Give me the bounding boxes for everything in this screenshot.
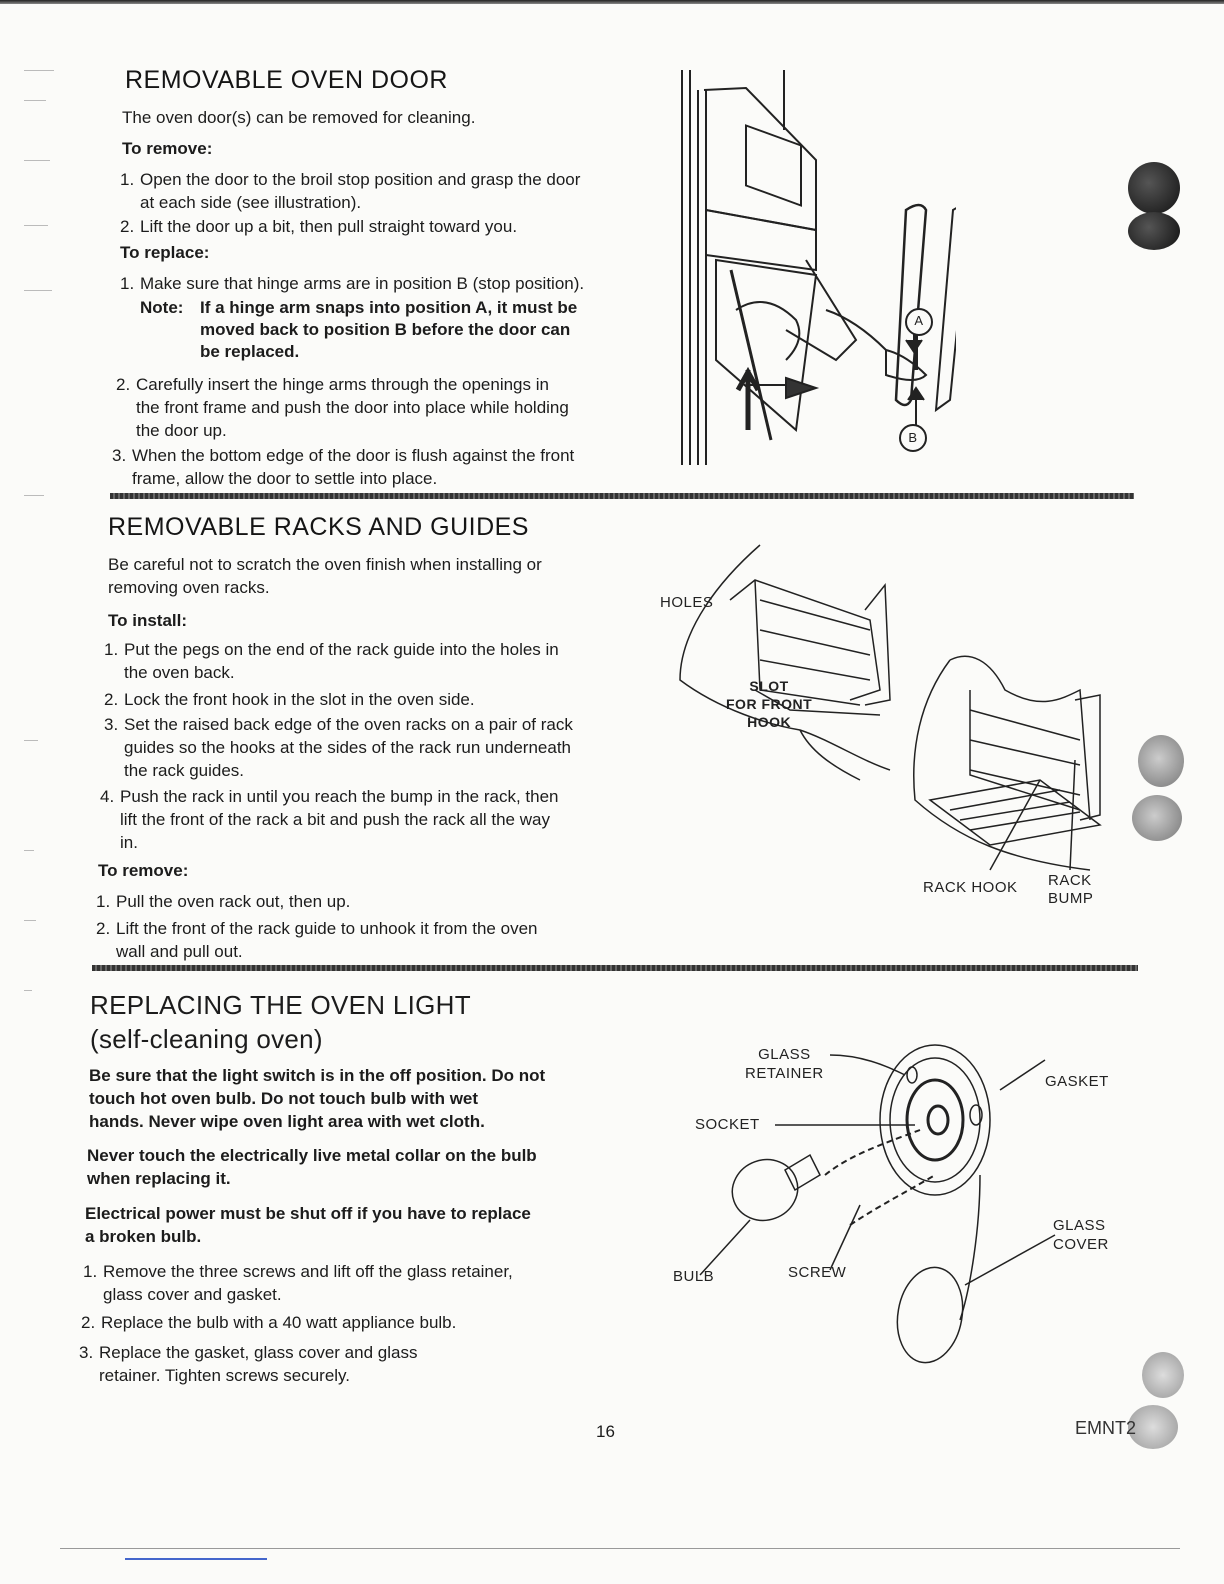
step-line: the oven back. <box>124 663 235 682</box>
label-glass-cover <box>1053 1216 1109 1254</box>
step-line: Set the raised back edge of the oven racks on a pair of rack <box>124 715 573 734</box>
label-line: RETAINER <box>745 1065 824 1082</box>
page-number: 16 <box>596 1422 615 1441</box>
door-replace-step-3 <box>112 444 622 490</box>
step-line: Remove the three screws and lift off the glass retainer, <box>103 1262 513 1281</box>
document-code: EMNT2 <box>1075 1418 1137 1438</box>
warning-line: a broken bulb. <box>85 1227 202 1246</box>
top-edge-line <box>0 0 1224 4</box>
label-slot-for-front-hook <box>726 677 812 731</box>
light-step-1 <box>83 1260 603 1306</box>
racks-remove-step-2 <box>96 917 611 963</box>
label-line: BUMP <box>1048 890 1094 907</box>
binder-hole-4 <box>1132 795 1182 841</box>
racks-install-step-1 <box>104 638 614 684</box>
step-number: 1. <box>120 170 135 189</box>
binder-hole-5 <box>1142 1352 1184 1398</box>
step-number: 3. <box>104 715 119 734</box>
label-line: COVER <box>1053 1236 1109 1253</box>
heading-racks-guides: REMOVABLE RACKS AND GUIDES <box>108 513 529 541</box>
step-number: 1. <box>96 892 111 911</box>
label-rack-hook: RACK HOOK <box>923 879 1018 896</box>
step-line: the rack guides. <box>124 761 245 780</box>
label-rack-bump <box>1048 872 1093 908</box>
label-b: B <box>908 430 918 445</box>
label-line: FOR FRONT <box>726 696 813 712</box>
section-divider-1 <box>110 493 1134 499</box>
warning-3 <box>85 1202 595 1248</box>
warning-line: Electrical power must be shut off if you have to replace <box>85 1204 531 1223</box>
label-gasket: GASKET <box>1045 1073 1109 1090</box>
warning-2 <box>87 1144 597 1190</box>
step-number: 2. <box>81 1313 96 1332</box>
warning-line: hands. Never wipe oven light area with wet cloth. <box>89 1112 485 1131</box>
note-text <box>200 297 620 363</box>
label-line: HOOK <box>747 714 792 730</box>
note-line: moved back to position B before the door can <box>200 320 571 339</box>
note-line: If a hinge arm snaps into position A, it must be <box>200 298 578 317</box>
step-line: Open the door to the broil stop position and grasp the door <box>140 170 581 189</box>
racks-remove-heading: To remove: <box>98 861 189 880</box>
step-line: Lift the door up a bit, then pull straight toward you. <box>140 217 518 236</box>
light-step-3 <box>79 1341 599 1387</box>
step-line: in. <box>120 833 138 852</box>
door-remove-step-2 <box>120 215 620 238</box>
intro-line: removing oven racks. <box>108 578 270 597</box>
oven-light-illustration <box>680 1030 1100 1370</box>
step-number: 1. <box>120 274 135 293</box>
step-number: 1. <box>83 1262 98 1281</box>
step-line: the door up. <box>136 421 227 440</box>
bottom-edge-line <box>60 1548 1180 1549</box>
binder-hole-1 <box>1128 162 1180 214</box>
heading-line: REPLACING THE OVEN LIGHT <box>90 990 471 1020</box>
step-number: 3. <box>79 1343 94 1362</box>
warning-line: touch hot oven bulb. Do not touch bulb with wet <box>89 1089 479 1108</box>
racks-install-heading: To install: <box>108 611 188 630</box>
step-line: Pull the oven rack out, then up. <box>116 892 351 911</box>
heading-line: (self-cleaning oven) <box>90 1024 323 1054</box>
door-replace-step-2 <box>116 373 626 442</box>
step-line: glass cover and gasket. <box>103 1285 282 1304</box>
binder-hole-2 <box>1128 212 1180 250</box>
racks-install-step-2 <box>104 688 614 711</box>
oven-door-illustration <box>676 60 956 470</box>
label-bulb: BULB <box>673 1268 715 1285</box>
warning-line: Never touch the electrically live metal collar on the bulb <box>87 1146 537 1165</box>
step-line: guides so the hooks at the sides of the rack run underneath <box>124 738 572 757</box>
note-label: Note: <box>140 298 184 317</box>
step-line: Carefully insert the hinge arms through the openings in <box>136 375 549 394</box>
heading-oven-light <box>90 988 471 1056</box>
step-line: frame, allow the door to settle into place. <box>132 469 438 488</box>
step-line: retainer. Tighten screws securely. <box>99 1366 351 1385</box>
step-number: 4. <box>100 787 115 806</box>
racks-install-step-3 <box>104 713 614 782</box>
step-line: Replace the bulb with a 40 watt appliance bulb. <box>101 1313 457 1332</box>
light-step-2 <box>81 1311 601 1334</box>
step-line: at each side (see illustration). <box>140 193 362 212</box>
label-socket: SOCKET <box>695 1116 760 1133</box>
heading-oven-door: REMOVABLE OVEN DOOR <box>125 66 448 94</box>
label-line: RACK <box>1048 872 1092 889</box>
note-line: be replaced. <box>200 342 300 361</box>
warning-1 <box>89 1064 599 1133</box>
warning-line: Be sure that the light switch is in the off position. Do not <box>89 1066 546 1085</box>
door-remove-heading: To remove: <box>122 139 213 158</box>
step-line: wall and pull out. <box>116 942 243 961</box>
step-number: 2. <box>116 375 131 394</box>
label-screw: SCREW <box>788 1264 847 1281</box>
label-glass-retainer <box>745 1045 824 1083</box>
step-line: Put the pegs on the end of the rack guide into the holes in <box>124 640 559 659</box>
step-number: 1. <box>104 640 119 659</box>
intro-line: Be careful not to scratch the oven finish when installing or <box>108 555 542 574</box>
step-line: lift the front of the rack a bit and push the rack all the way <box>120 810 550 829</box>
step-line: Replace the gasket, glass cover and glass <box>99 1343 418 1362</box>
step-number: 3. <box>112 446 127 465</box>
racks-remove-step-1 <box>96 890 611 913</box>
step-line: Make sure that hinge arms are in position B (stop position). <box>140 274 585 293</box>
step-number: 2. <box>96 919 111 938</box>
door-replace-heading: To replace: <box>120 243 210 262</box>
door-remove-step-1 <box>120 168 620 214</box>
racks-intro <box>108 553 618 599</box>
step-number: 2. <box>120 217 135 236</box>
door-intro: The oven door(s) can be removed for cleaning. <box>122 108 476 127</box>
door-replace-step-1 <box>120 272 620 295</box>
binder-hole-3 <box>1138 735 1184 787</box>
step-line: When the bottom edge of the door is flush against the front <box>132 446 575 465</box>
label-holes: HOLES <box>660 594 714 611</box>
warning-line: when replacing it. <box>87 1169 231 1188</box>
label-line: GLASS <box>758 1046 811 1063</box>
racks-install-step-4 <box>100 785 615 854</box>
label-a: A <box>914 313 924 328</box>
step-number: 2. <box>104 690 119 709</box>
scan-margin-marks <box>24 40 64 1040</box>
section-divider-2 <box>92 965 1138 971</box>
step-line: the front frame and push the door into place while holding <box>136 398 569 417</box>
step-line: Lift the front of the rack guide to unhook it from the oven <box>116 919 538 938</box>
step-line: Lock the front hook in the slot in the oven side. <box>124 690 475 709</box>
label-line: GLASS <box>1053 1217 1106 1234</box>
label-line: SLOT <box>749 678 789 694</box>
bottom-blue-mark <box>125 1558 267 1560</box>
step-line: Push the rack in until you reach the bump in the rack, then <box>120 787 559 806</box>
